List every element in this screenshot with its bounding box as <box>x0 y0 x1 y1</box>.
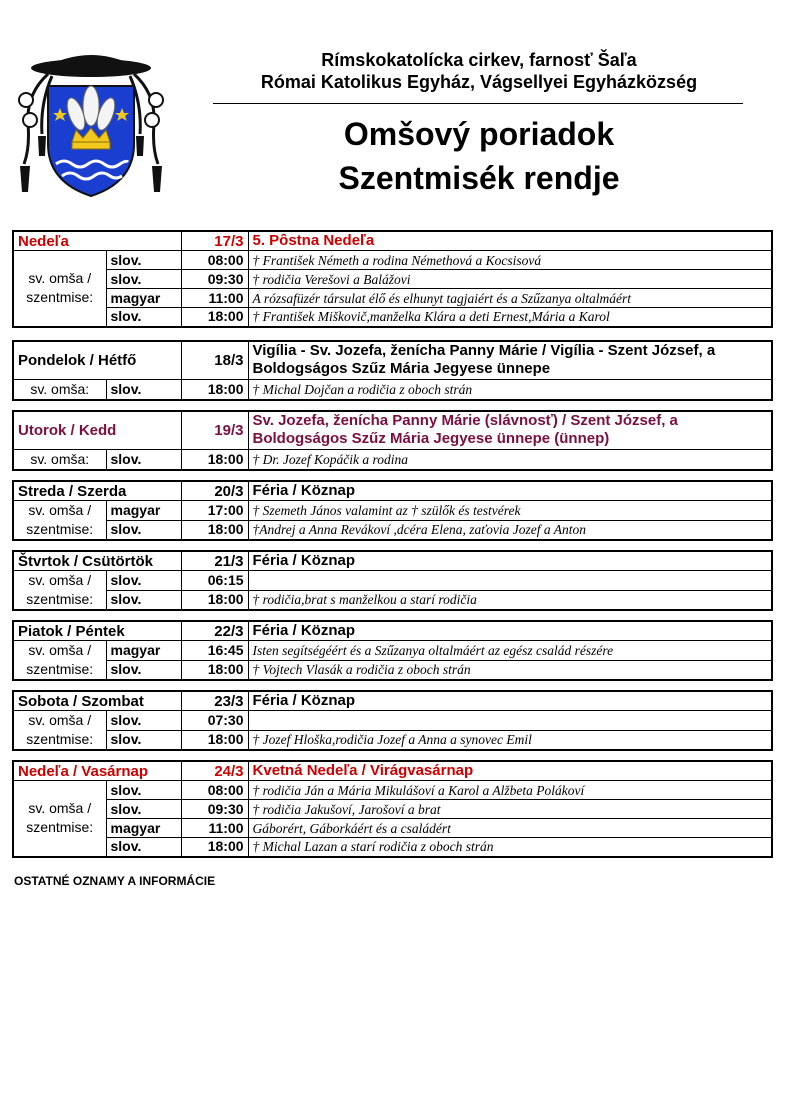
mass-language: slov. <box>106 571 181 591</box>
mass-row <box>13 449 772 470</box>
mass-time: 17:00 <box>181 501 248 521</box>
day-date: 24/3 <box>181 761 248 781</box>
page-title-hungarian: Szentmisék rendje <box>338 160 620 196</box>
mass-time: 18:00 <box>181 449 248 470</box>
day-name: Nedeľa / Vasárnap <box>13 761 181 781</box>
mass-time: 07:30 <box>181 711 248 731</box>
mass-language: slov. <box>106 711 181 731</box>
page-title-slovak: Omšový poriadok <box>343 116 615 152</box>
mass-time: 18:00 <box>181 308 248 327</box>
mass-language: magyar <box>106 641 181 661</box>
day-header-row <box>13 761 772 781</box>
mass-type-label: sv. omša / szentmise: <box>13 711 106 751</box>
mass-language: slov. <box>106 800 181 819</box>
day-feast: Kvetná Nedeľa / Virágvasárnap <box>248 761 772 781</box>
day-feast: Sv. Jozefa, ženícha Panny Márie (slávnosť) / Szent József, a Boldogságos Szűz Mária Jegyese ünnepe (ünnep) <box>248 411 772 449</box>
mass-row <box>13 838 772 857</box>
mass-time: 18:00 <box>181 520 248 540</box>
day-name: Štvrtok / Csütörtök <box>13 551 181 571</box>
mass-time: 08:00 <box>181 781 248 800</box>
header-divider <box>213 103 743 104</box>
mass-type-label: sv. omša / szentmise: <box>13 641 106 681</box>
mass-row <box>13 590 772 610</box>
mass-row <box>13 800 772 819</box>
day-feast: Féria / Köznap <box>248 481 772 501</box>
day-block <box>12 340 773 401</box>
mass-row <box>13 520 772 540</box>
mass-type-label: sv. omša / szentmise: <box>13 501 106 541</box>
mass-type-label: sv. omša / szentmise: <box>13 781 106 857</box>
day-block <box>12 690 773 751</box>
mass-row <box>13 660 772 680</box>
mass-intention <box>248 571 772 591</box>
mass-row <box>13 711 772 731</box>
day-feast: Féria / Köznap <box>248 551 772 571</box>
day-date: 20/3 <box>181 481 248 501</box>
mass-row <box>13 289 772 308</box>
mass-language: slov. <box>106 379 181 400</box>
mass-time: 18:00 <box>181 379 248 400</box>
mass-row <box>13 781 772 800</box>
mass-type-label: sv. omša / szentmise: <box>13 571 106 611</box>
mass-row <box>13 379 772 400</box>
day-header-row <box>13 621 772 641</box>
day-block <box>12 230 773 328</box>
mass-intention: Isten segítségéért és a Szűzanya oltalmáért az egész család részére <box>248 641 772 661</box>
mass-intention: † rodičia,brat s manželkou a starí rodičia <box>248 590 772 610</box>
day-feast: Féria / Köznap <box>248 621 772 641</box>
mass-language: slov. <box>106 590 181 610</box>
day-date: 21/3 <box>181 551 248 571</box>
day-block <box>12 480 773 541</box>
mass-row <box>13 641 772 661</box>
mass-intention: † Szemeth János valamint az † szülők és testvérek <box>248 501 772 521</box>
day-date: 19/3 <box>181 411 248 449</box>
mass-intention: † Jozef Hloška,rodičia Jozef a Anna a synovec Emil <box>248 730 772 750</box>
mass-time: 18:00 <box>181 838 248 857</box>
day-date: 17/3 <box>181 231 248 251</box>
day-header-row <box>13 341 772 379</box>
day-header-row <box>13 411 772 449</box>
mass-type-label: sv. omša / szentmise: <box>13 251 106 327</box>
day-date: 18/3 <box>181 341 248 379</box>
day-name: Sobota / Szombat <box>13 691 181 711</box>
mass-intention: † Michal Lazan a starí rodičia z oboch strán <box>248 838 772 857</box>
mass-time: 09:30 <box>181 800 248 819</box>
mass-type-label: sv. omša: <box>13 449 106 470</box>
day-header-row <box>13 551 772 571</box>
day-block <box>12 410 773 471</box>
parish-coat-of-arms-icon <box>12 44 170 200</box>
mass-language: slov. <box>106 660 181 680</box>
day-name: Nedeľa <box>13 231 181 251</box>
mass-time: 16:45 <box>181 641 248 661</box>
mass-time: 11:00 <box>181 289 248 308</box>
mass-language: slov. <box>106 730 181 750</box>
mass-intention: A rózsafüzér társulat élő és elhunyt tagjaiért és a Szűzanya oltalmáért <box>248 289 772 308</box>
day-block <box>12 550 773 611</box>
mass-intention: † rodičia Verešovi a Balážovi <box>248 270 772 289</box>
mass-language: slov. <box>106 838 181 857</box>
mass-intention <box>248 711 772 731</box>
mass-intention: † Vojtech Vlasák a rodičia z oboch strán <box>248 660 772 680</box>
mass-time: 08:00 <box>181 251 248 270</box>
day-date: 22/3 <box>181 621 248 641</box>
mass-intention: †Andrej a Anna Revákoví ,dcéra Elena, zaťovia Jozef a Anton <box>248 520 772 540</box>
day-header-row <box>13 481 772 501</box>
day-name: Pondelok / Hétfő <box>13 341 181 379</box>
mass-row <box>13 308 772 327</box>
mass-time: 18:00 <box>181 590 248 610</box>
mass-row <box>13 251 772 270</box>
mass-time: 18:00 <box>181 660 248 680</box>
mass-language: slov. <box>106 251 181 270</box>
mass-language: slov. <box>106 449 181 470</box>
mass-language: slov. <box>106 270 181 289</box>
parish-name-slovak: Rímskokatolícka cirkev, farnosť Šaľa <box>321 50 637 70</box>
mass-row <box>13 730 772 750</box>
mass-language: slov. <box>106 520 181 540</box>
mass-time: 09:30 <box>181 270 248 289</box>
mass-language: magyar <box>106 501 181 521</box>
mass-row <box>13 270 772 289</box>
mass-intention: † rodičia Jakušoví, Jarošoví a brat <box>248 800 772 819</box>
mass-type-label: sv. omša: <box>13 379 106 400</box>
mass-time: 18:00 <box>181 730 248 750</box>
mass-row <box>13 501 772 521</box>
day-feast: Féria / Köznap <box>248 691 772 711</box>
day-feast: 5. Pôstna Nedeľa <box>248 231 772 251</box>
mass-language: slov. <box>106 308 181 327</box>
mass-row <box>13 571 772 591</box>
mass-row <box>13 819 772 838</box>
day-feast: Vigília - Sv. Jozefa, ženícha Panny Márie / Vigília - Szent József, a Boldogságos Szűz Mária Jegyese ünnepe <box>248 341 772 379</box>
mass-time: 11:00 <box>181 819 248 838</box>
day-block <box>12 760 773 858</box>
day-header-row <box>13 691 772 711</box>
mass-intention: † Dr. Jozef Kopáčik a rodina <box>248 449 772 470</box>
mass-language: magyar <box>106 819 181 838</box>
mass-time: 06:15 <box>181 571 248 591</box>
mass-language: slov. <box>106 781 181 800</box>
mass-language: magyar <box>106 289 181 308</box>
mass-intention: † rodičia Ján a Mária Mikulášoví a Karol a Alžbeta Polákoví <box>248 781 772 800</box>
day-name: Streda / Szerda <box>13 481 181 501</box>
day-header-row <box>13 231 772 251</box>
day-name: Utorok / Kedd <box>13 411 181 449</box>
day-date: 23/3 <box>181 691 248 711</box>
footer-notice: OSTATNÉ OZNAMY A INFORMÁCIE <box>14 874 216 888</box>
mass-intention: † František Németh a rodina Némethová a Kocsisová <box>248 251 772 270</box>
mass-intention: Gáborért, Gáborkáért és a családért <box>248 819 772 838</box>
parish-name-hungarian: Római Katolikus Egyház, Vágsellyei Egyházközség <box>260 72 698 92</box>
day-name: Piatok / Péntek <box>13 621 181 641</box>
mass-intention: † František Miškovič,manželka Klára a deti Ernest,Mária a Karol <box>248 308 772 327</box>
day-block <box>12 620 773 681</box>
mass-intention: † Michal Dojčan a rodičia z oboch strán <box>248 379 772 400</box>
